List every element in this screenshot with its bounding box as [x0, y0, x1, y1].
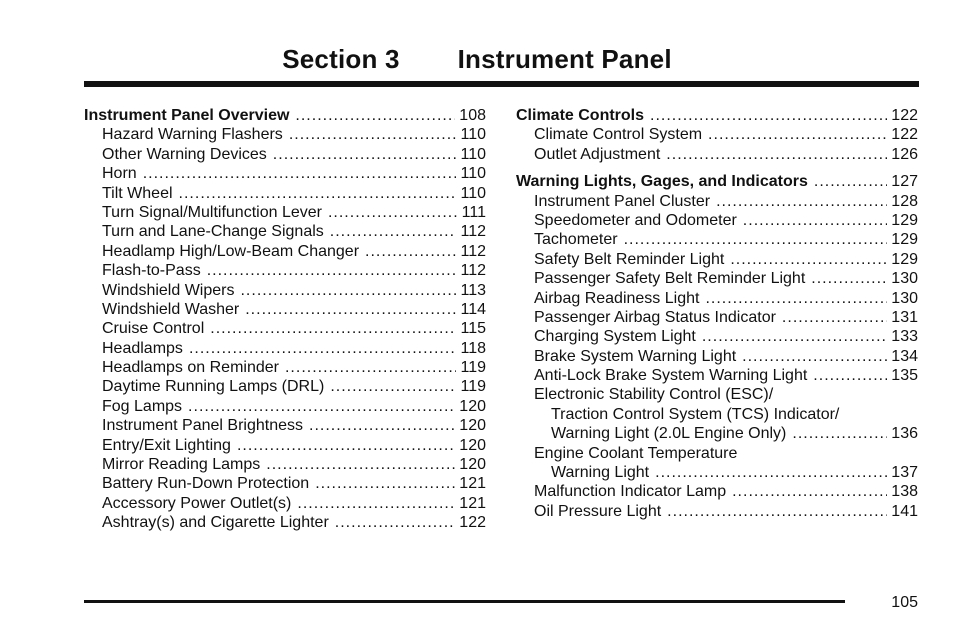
- dot-leader: [330, 377, 456, 396]
- toc-entry-label: Accessory Power Outlet(s): [102, 494, 292, 512]
- toc-entry[interactable]: [84, 125, 486, 144]
- toc-entry-label: Brake System Warning Light: [534, 347, 737, 365]
- toc-entry-label: Climate Controls: [516, 107, 645, 124]
- dot-leader: [315, 474, 455, 493]
- toc-entry[interactable]: [516, 405, 918, 424]
- toc-entry[interactable]: [516, 308, 918, 327]
- toc-entry-label: Daytime Running Lamps (DRL): [102, 378, 325, 396]
- toc-entry-page: 114: [460, 300, 486, 318]
- dot-leader: [655, 463, 887, 482]
- toc-entry[interactable]: [84, 164, 486, 183]
- toc-entry-page: 129: [891, 231, 918, 249]
- dot-leader: [702, 327, 887, 346]
- toc-entry-page: 130: [891, 289, 918, 307]
- toc-entry-label: Warning Light: [551, 464, 650, 482]
- toc-entry[interactable]: [516, 463, 918, 482]
- toc-entry[interactable]: [516, 269, 918, 288]
- toc-entry-page: 128: [891, 192, 918, 210]
- toc-entry-page: 110: [460, 145, 486, 163]
- toc-entry[interactable]: [516, 366, 918, 385]
- dot-leader: [240, 281, 456, 300]
- toc-entry[interactable]: [84, 358, 486, 377]
- section-label: Section 3: [282, 44, 400, 74]
- toc-entry-label: Instrument Panel Overview: [84, 107, 290, 124]
- toc-entry[interactable]: [84, 145, 486, 164]
- toc-entry[interactable]: [516, 192, 918, 211]
- toc-entry-page: 121: [459, 475, 486, 493]
- toc-group-climate: [516, 106, 918, 164]
- dot-leader: [273, 145, 457, 164]
- dot-leader: [811, 269, 887, 288]
- dot-leader: [210, 319, 456, 338]
- toc-entry-label: Warning Light (2.0L Engine Only): [551, 425, 787, 443]
- dot-leader: [179, 184, 457, 203]
- toc-entry-page: 115: [460, 320, 486, 338]
- toc-entry[interactable]: [84, 300, 486, 319]
- toc-entry-page: 129: [891, 250, 918, 268]
- toc-entry[interactable]: [516, 125, 918, 144]
- dot-leader: [188, 397, 455, 416]
- toc-group-warning: [516, 172, 918, 521]
- toc-entry-label: Airbag Readiness Light: [534, 289, 700, 307]
- dot-leader: [730, 250, 887, 269]
- toc-entry-label: Entry/Exit Lighting: [102, 436, 231, 454]
- footer-rule: [84, 600, 845, 603]
- dot-leader: [335, 513, 456, 532]
- toc-entry[interactable]: [516, 424, 918, 443]
- toc-entry-label: Instrument Panel Brightness: [102, 417, 303, 435]
- toc-entry-label: Speedometer and Odometer: [534, 211, 737, 229]
- toc-entry[interactable]: [84, 513, 486, 532]
- toc-entry-page: 118: [460, 339, 486, 357]
- toc-entry[interactable]: [84, 281, 486, 300]
- dot-leader: [189, 339, 457, 358]
- toc-entry-page: 138: [891, 483, 918, 501]
- toc-entry-page: 112: [460, 242, 486, 260]
- toc-entry-page: 113: [460, 281, 486, 299]
- toc-entry[interactable]: [516, 327, 918, 346]
- toc-entry-page: 120: [459, 456, 486, 474]
- toc-entry[interactable]: [84, 106, 486, 125]
- dot-leader: [237, 436, 455, 455]
- toc-entry[interactable]: [84, 377, 486, 396]
- toc-entry-page: 131: [891, 308, 918, 326]
- dot-leader: [782, 308, 887, 327]
- toc-entry-label: Hazard Warning Flashers: [102, 126, 283, 144]
- toc-entry-page: 112: [460, 262, 486, 280]
- toc-entry-page: 129: [891, 211, 918, 229]
- dot-leader: [143, 164, 457, 183]
- toc-right-column: [516, 106, 918, 521]
- page-number: 105: [891, 594, 918, 611]
- toc-entry-label: Tachometer: [534, 231, 618, 249]
- toc-entry[interactable]: [516, 289, 918, 308]
- dot-leader: [813, 366, 887, 385]
- toc-entry-label: Traction Control System (TCS) Indicator/: [551, 405, 840, 423]
- toc-entry-label: Charging System Light: [534, 328, 696, 346]
- toc-entry-label: Ashtray(s) and Cigarette Lighter: [102, 514, 329, 532]
- toc-entry-label: Headlamps: [102, 339, 183, 357]
- toc-entry-label: Fog Lamps: [102, 397, 183, 415]
- toc-entry[interactable]: [516, 106, 918, 125]
- toc-entry-page: 136: [891, 425, 918, 443]
- toc-entry-page: 135: [891, 367, 918, 385]
- toc-entry-page: 110: [460, 126, 486, 144]
- toc-entry[interactable]: [516, 250, 918, 269]
- toc-entry[interactable]: [516, 482, 918, 501]
- toc-entry-label: Flash-to-Pass: [102, 262, 201, 280]
- dot-leader: [289, 125, 457, 144]
- toc-entry-label: Outlet Adjustment: [534, 145, 661, 163]
- toc-entry-page: 133: [891, 328, 918, 346]
- toc-entry[interactable]: [516, 211, 918, 230]
- toc-entry-label: Cruise Control: [102, 320, 205, 338]
- toc-entry-label: Warning Lights, Gages, and Indicators: [516, 173, 808, 191]
- dot-leader: [624, 230, 888, 249]
- toc-entry-label: Headlamp High/Low-Beam Changer: [102, 242, 360, 260]
- toc-entry[interactable]: [84, 184, 486, 203]
- toc-entry[interactable]: [516, 385, 918, 404]
- toc-entry-page: 126: [891, 145, 918, 163]
- dot-leader: [328, 203, 458, 222]
- dot-leader: [207, 261, 457, 280]
- toc-entry[interactable]: [516, 230, 918, 249]
- toc-entry-label: Battery Run-Down Protection: [102, 475, 310, 493]
- dot-leader: [742, 347, 887, 366]
- toc-entry-label: Turn and Lane-Change Signals: [102, 223, 324, 241]
- toc-entry-label: Turn Signal/Multifunction Lever: [102, 203, 322, 221]
- toc-entry-label: Passenger Safety Belt Reminder Light: [534, 270, 806, 288]
- toc-entry[interactable]: [84, 494, 486, 513]
- toc-left-column: [84, 106, 486, 533]
- dot-leader: [814, 172, 887, 191]
- toc-entry-label: Malfunction Indicator Lamp: [534, 483, 727, 501]
- dot-leader: [309, 416, 455, 435]
- group-spacer: [516, 164, 918, 172]
- toc-entry-label: Electronic Stability Control (ESC)/: [534, 386, 774, 404]
- toc-entry-page: 119: [460, 359, 486, 377]
- dot-leader: [732, 482, 887, 501]
- toc-entry[interactable]: [516, 347, 918, 366]
- toc-entry[interactable]: [84, 436, 486, 455]
- toc-entry-label: Safety Belt Reminder Light: [534, 250, 725, 268]
- toc-entry[interactable]: [84, 397, 486, 416]
- toc-entry[interactable]: [84, 474, 486, 493]
- toc-entry[interactable]: [84, 261, 486, 280]
- dot-leader: [666, 145, 887, 164]
- toc-entry-page: 127: [891, 173, 918, 191]
- header-rule: [84, 81, 919, 87]
- toc-entry-label: Horn: [102, 165, 137, 183]
- toc-entry-page: 110: [460, 165, 486, 183]
- section-title: [0, 44, 954, 75]
- toc-entry[interactable]: [84, 339, 486, 358]
- toc-entry-page: 122: [891, 126, 918, 144]
- toc-entry-label: Passenger Airbag Status Indicator: [534, 308, 776, 326]
- toc-entry[interactable]: [84, 222, 486, 241]
- dot-leader: [792, 424, 887, 443]
- dot-leader: [245, 300, 456, 319]
- toc-entry-label: Headlamps on Reminder: [102, 359, 279, 377]
- toc-entry-page: 121: [459, 494, 486, 512]
- toc-entry-page: 122: [891, 107, 918, 124]
- toc-entry[interactable]: [84, 242, 486, 261]
- toc-entry[interactable]: [84, 455, 486, 474]
- dot-leader: [330, 222, 457, 241]
- dot-leader: [708, 125, 887, 144]
- toc-entry-label: Climate Control System: [534, 126, 703, 144]
- toc-entry[interactable]: [516, 444, 918, 463]
- toc-entry-label: Mirror Reading Lamps: [102, 456, 261, 474]
- dot-leader: [365, 242, 456, 261]
- toc-entry[interactable]: [516, 502, 918, 521]
- toc-entry-page: 130: [891, 270, 918, 288]
- dot-leader: [266, 455, 455, 474]
- toc-entry-page: 120: [459, 436, 486, 454]
- toc-entry-label: Engine Coolant Temperature: [534, 444, 738, 462]
- toc-entry-page: 137: [891, 464, 918, 482]
- toc-entry-page: 120: [459, 417, 486, 435]
- toc-entry-page: 119: [460, 378, 486, 396]
- dot-leader: [295, 106, 455, 125]
- toc-entry-label: Tilt Wheel: [102, 184, 173, 202]
- toc-entry[interactable]: [84, 416, 486, 435]
- dot-leader: [297, 494, 455, 513]
- toc-entry-page: 141: [891, 502, 918, 520]
- toc-entry-label: Instrument Panel Cluster: [534, 192, 711, 210]
- toc-entry[interactable]: [84, 319, 486, 338]
- toc-entry-page: 111: [461, 203, 486, 221]
- toc-entry-label: Other Warning Devices: [102, 145, 267, 163]
- toc-entry[interactable]: [516, 145, 918, 164]
- toc-entry-label: Windshield Wipers: [102, 281, 235, 299]
- toc-entry-page: 112: [460, 223, 486, 241]
- toc-entry-page: 108: [459, 107, 486, 124]
- toc-entry-page: 134: [891, 347, 918, 365]
- toc-entry-label: Anti-Lock Brake System Warning Light: [534, 367, 808, 385]
- toc-entry-page: 120: [459, 397, 486, 415]
- dot-leader: [285, 358, 457, 377]
- dot-leader: [743, 211, 888, 230]
- section-name: Instrument Panel: [457, 44, 672, 74]
- dot-leader: [716, 192, 887, 211]
- toc-entry-page: 122: [459, 514, 486, 532]
- toc-entry-label: Windshield Washer: [102, 300, 240, 318]
- toc-entry[interactable]: [84, 203, 486, 222]
- toc-entry[interactable]: [516, 172, 918, 191]
- dot-leader: [705, 289, 887, 308]
- toc-entry-page: 110: [460, 184, 486, 202]
- dot-leader: [650, 106, 887, 125]
- dot-leader: [667, 502, 887, 521]
- toc-entry-label: Oil Pressure Light: [534, 502, 662, 520]
